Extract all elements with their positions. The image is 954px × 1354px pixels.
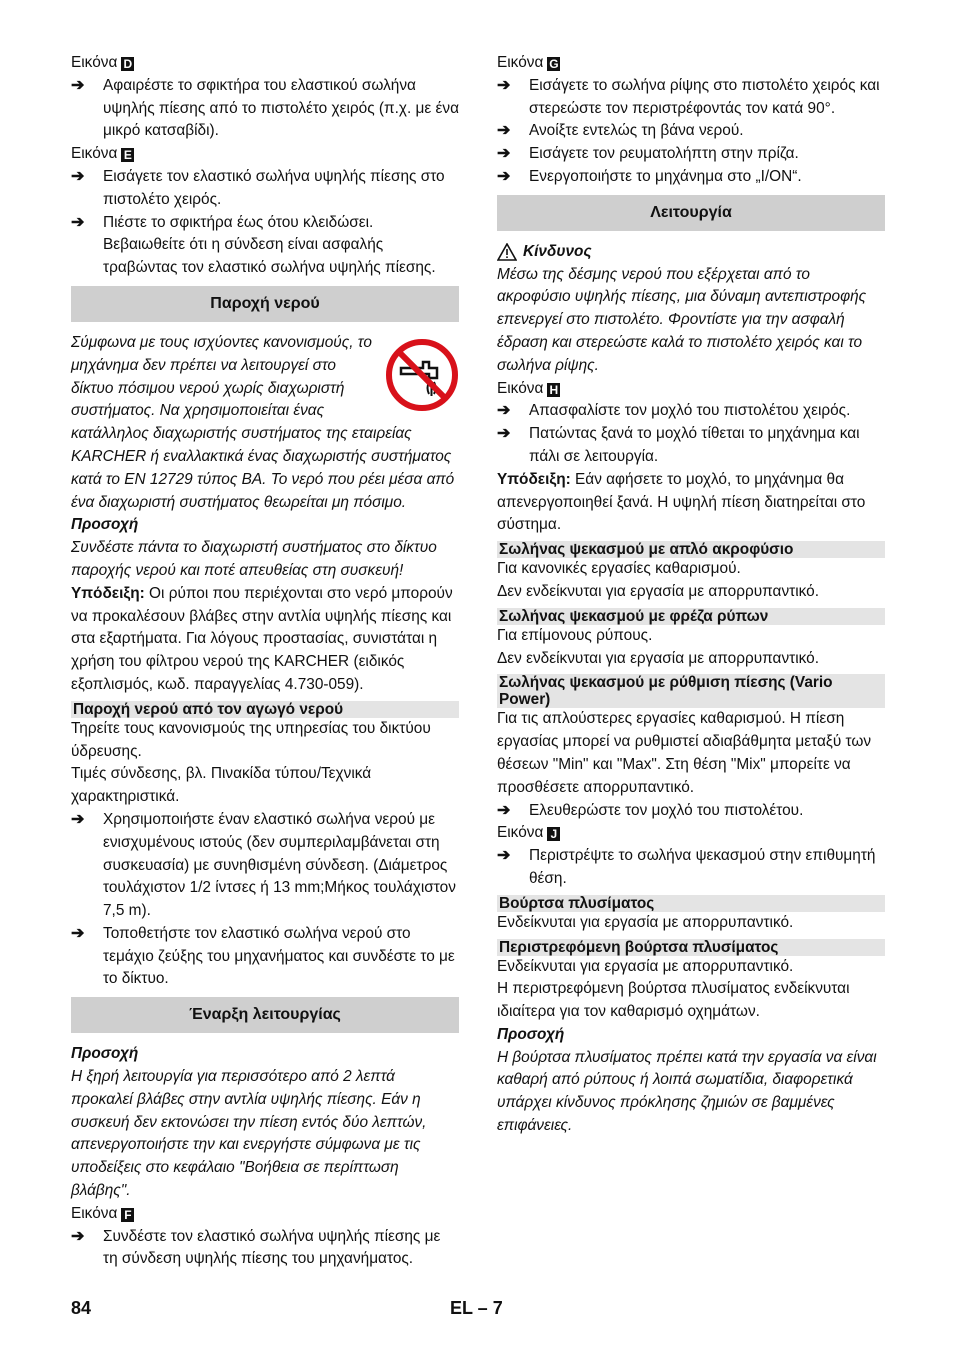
figure-letter-box: J [547, 827, 560, 841]
step-text: Συνδέστε τον ελαστικό σωλήνα υψηλής πίεσης με τη σύνδεση υψηλής πίεσης του μηχανήματος. [103, 1227, 441, 1268]
paragraph: Για τις απλούστερες εργασίες καθαρισμού. Η πίεση εργασίας μπορεί να ρυθμιστεί αδιαβάθμητα μεταξύ των θέσεων "Min" και "Max". Στη θέση "Mix" μπορείτε να προσθέσετε απορρυπαντικό. [497, 710, 872, 796]
figure-letter-box: G [549, 57, 559, 71]
arrow-right-icon: ➔ [497, 425, 511, 443]
instruction-step [497, 75, 885, 121]
figure-label: Εικόνα [497, 824, 544, 842]
arrow-right-icon: ➔ [71, 167, 85, 185]
caution-text: Η ξηρή λειτουργία για περισσότερο από 2 λεπτά προκαλεί βλάβες στην αντλία υψηλής πίεσης. Εάν η συσκευή δεν εκτονώσει την πίεση εντός δύο λεπτών, απενεργοποιήστε την και ενεργήστε σύμφωνα με τις υποδείξεις στο κεφάλαιο "Βοήθεια σε περίπτωση βλάβης". [71, 1068, 427, 1200]
arrow-right-icon: ➔ [497, 76, 511, 94]
instruction-step [71, 1226, 459, 1272]
caution-label: Προσοχή [497, 1025, 565, 1043]
right-column [497, 52, 885, 1138]
subsection-heading-vario-power: Σωλήνας ψεκασμού με ρύθμιση πίεσης (Vario Power) [497, 674, 885, 708]
arrow-right-icon: ➔ [497, 402, 511, 420]
arrow-right-icon: ➔ [497, 145, 511, 163]
instruction-step [497, 166, 885, 189]
figure-ref-j [497, 822, 885, 845]
step-text: Πιέστε το σφικτήρα έως ότου κλειδώσει. Βεβαιωθείτε ότι η σύνδεση είναι ασφαλής τραβώντας τον ελαστικό σωλήνα υψηλής πίεσης. [103, 213, 436, 277]
section-heading-start-up: Έναρξη λειτουργίας [71, 997, 459, 1033]
paragraph: Τιμές σύνδεσης, βλ. Πινακίδα τύπου/Τεχνικά χαρακτηριστικά. [71, 765, 372, 806]
figure-label: Εικόνα [497, 379, 544, 397]
page-number: 84 [71, 1298, 92, 1318]
instruction-step [497, 800, 885, 823]
paragraph: Δεν ενδείκνυται για εργασία με απορρυπαντικό. [497, 582, 819, 600]
arrow-right-icon: ➔ [71, 213, 85, 231]
left-column [71, 52, 459, 1271]
warning-triangle-icon [497, 243, 517, 261]
paragraph: Ενδείκνυται για εργασία με απορρυπαντικό. [497, 957, 794, 975]
paragraph: Η περιστρεφόμενη βούρτσα πλυσίματος ενδείκνυται ιδιαίτερα για τον καθαρισμό οχημάτων. [497, 980, 850, 1021]
water-note [71, 332, 459, 514]
step-text: Εισάγετε τον ελαστικό σωλήνα υψηλής πίεσης στο πιστολέτο χειρός. [103, 167, 445, 208]
instruction-step [497, 845, 885, 891]
figure-ref-f [71, 1203, 459, 1226]
instruction-step [71, 75, 459, 143]
section-heading-water-supply: Παροχή νερού [71, 286, 459, 322]
hint-label: Υπόδειξη: [497, 470, 571, 488]
instruction-step [71, 166, 459, 212]
arrow-right-icon: ➔ [497, 847, 511, 865]
caution-label: Προσοχή [71, 516, 139, 534]
figure-ref-d [71, 52, 459, 75]
arrow-right-icon: ➔ [497, 801, 511, 819]
caution-text: Συνδέστε πάντα το διαχωριστή συστήματος στο δίκτυο παροχής νερού και ποτέ απευθείας στη συσκευή! [71, 539, 437, 579]
hint-paragraph [71, 583, 459, 697]
figure-letter-box: H [547, 383, 560, 397]
paragraph: Για επίμονους ρύπους. [497, 626, 653, 644]
section-heading-operation: Λειτουργία [497, 195, 885, 231]
step-text: Αφαιρέστε το σφικτήρα του ελαστικού σωλήνα υψηλής πίεσης από το πιστολέτο χειρός (π.χ. με ένα μικρό κατσαβίδι). [103, 76, 459, 140]
figure-label: Εικόνα [497, 54, 544, 71]
subsection-heading-dirt-blaster: Σωλήνας ψεκασμού με φρέζα ρύπων [497, 608, 885, 625]
paragraph: Δεν ενδείκνυται για εργασία με απορρυπαντικό. [497, 649, 819, 667]
step-text: Εισάγετε το σωλήνα ρίψης στο πιστολέτο χειρός και στερεώστε τον περιστρέφοντάς τον κατά 90°. [529, 76, 880, 117]
instruction-step [71, 212, 459, 280]
instruction-step [497, 400, 885, 423]
step-text: Ελευθερώστε τον μοχλό του πιστολέτου. [529, 801, 804, 819]
subsection-heading-mains-water: Παροχή νερού από τον αγωγό νερού [71, 701, 459, 718]
hint-label: Υπόδειξη: [71, 584, 145, 602]
instruction-step [71, 809, 459, 923]
step-text: Ενεργοποιήστε το μηχάνημα στο „I/ON“. [529, 167, 802, 185]
subsection-heading-wash-brush: Βούρτσα πλυσίματος [497, 895, 885, 912]
step-text: Τοποθετήστε τον ελαστικό σωλήνα νερού στο τεμάχιο ζεύξης του μηχανήματος και συνδέστε το με το δίκτυο. [103, 924, 455, 988]
caution-text: Η βούρτσα πλυσίματος πρέπει κατά την εργασία να είναι καθαρή από ρύπους ή λοιπά σωματίδια, διαφορετικά υπάρχει κίνδυνος πρόκλησης ζημιών σε βαμμένες επιφάνειες. [497, 1048, 877, 1135]
step-text: Περιστρέψτε το σωλήνα ψεκασμού στην επιθυμητή θέση. [529, 847, 876, 887]
language-page-label: EL – 7 [450, 1298, 503, 1318]
arrow-right-icon: ➔ [71, 76, 85, 94]
figure-ref-g [497, 52, 885, 75]
figure-ref-h [497, 378, 885, 401]
instruction-step [71, 923, 459, 991]
step-text: Χρησιμοποιήστε έναν ελαστικό σωλήνα νερού με ενισχυμένους ιστούς (δεν συμπεριλαμβάνεται στη συσκευασία) με συνηθισμένη σύνδεση. (Διάμετρος τουλάχιστον 1/2 ίντσες ή 13 mm;Μήκος τουλάχιστον 7,5 m). [103, 810, 456, 920]
step-text: Εισάγετε τον ρευματολήπτη στην πρίζα. [529, 145, 799, 163]
figure-label: Εικόνα [71, 54, 118, 71]
figure-label: Εικόνα [71, 145, 118, 163]
figure-letter-box: E [121, 148, 134, 162]
figure-label: Εικόνα [71, 1204, 118, 1222]
no-drinking-water-icon [385, 338, 459, 412]
paragraph: Ενδείκνυται για εργασία με απορρυπαντικό. [497, 913, 794, 931]
instruction-step [497, 423, 885, 469]
hint-paragraph [497, 469, 885, 537]
danger-text: Μέσω της δέσμης νερού που εξέρχεται από το ακροφύσιο υψηλής πίεσης, μια δύναμη αντεπιστροφής επενεργεί στο πιστολέτο. Φροντίστε για την ασφαλή έδραση και στερεώστε καλά το πιστολέτο χειρός και το σωλήνα ρίψης. [497, 265, 867, 374]
figure-ref-e [71, 143, 459, 166]
danger-label: Κίνδυνος [523, 242, 592, 260]
subsection-heading-rotary-brush: Περιστρεφόμενη βούρτσα πλυσίματος [497, 939, 885, 956]
water-note-text: Σύμφωνα με τους ισχύοντες κανονισμούς, το μηχάνημα δεν πρέπει να λειτουργεί στο δίκτυο πόσιμου νερού χωρίς διαχωριστή συστήματος. Να χρησιμοποιείται ένας κατάλληλος διαχωριστής συστήματος της εταιρείας KARCHER ή εναλλακτικά ένας διαχωριστής συστήματος κατά το EN 12729 τύπος BA. Το νερό που ρέει μέσα από ένα διαχωριστή συστήματος θεωρείται μη πόσιμο. [71, 333, 455, 511]
hint-text: Εάν αφήσετε το μοχλό, το μηχάνημα θα απενεργοποιηθεί ξανά. Η υψηλή πίεση διατηρείται στο σύστημα. [497, 470, 866, 534]
instruction-step [497, 120, 885, 143]
step-text: Ανοίξτε εντελώς τη βάνα νερού. [529, 122, 744, 140]
step-text: Πατώντας ξανά το μοχλό τίθεται το μηχάνημα και πάλι σε λειτουργία. [529, 425, 860, 465]
instruction-step [497, 143, 885, 166]
figure-letter-box: F [121, 1208, 134, 1222]
arrow-right-icon: ➔ [71, 924, 85, 942]
caution-label: Προσοχή [71, 1045, 139, 1063]
danger-heading [497, 241, 885, 264]
arrow-right-icon: ➔ [497, 122, 511, 140]
arrow-right-icon: ➔ [71, 810, 85, 828]
arrow-right-icon: ➔ [71, 1227, 85, 1245]
step-text: Απασφαλίστε τον μοχλό του πιστολέτου χειρός. [529, 402, 851, 420]
hint-text: Οι ρύποι που περιέχονται στο νερό μπορούν να προκαλέσουν βλάβες στην αντλία υψηλής πίεσης και στα εξαρτήματα. Για λόγους προστασίας, συνιστάται η χρήση του φίλτρου νερού της KARCHER (ειδικός εξοπλισμός, κωδ. παραγγελίας 4.730-059). [71, 584, 453, 693]
paragraph: Τηρείτε τους κανονισμούς της υπηρεσίας του δικτύου ύδρευσης. [71, 719, 431, 760]
paragraph: Για κανονικές εργασίες καθαρισμού. [497, 560, 741, 578]
figure-letter-box: D [121, 57, 134, 71]
subsection-heading-simple-nozzle: Σωλήνας ψεκασμού με απλό ακροφύσιο [497, 541, 885, 558]
arrow-right-icon: ➔ [497, 167, 511, 185]
